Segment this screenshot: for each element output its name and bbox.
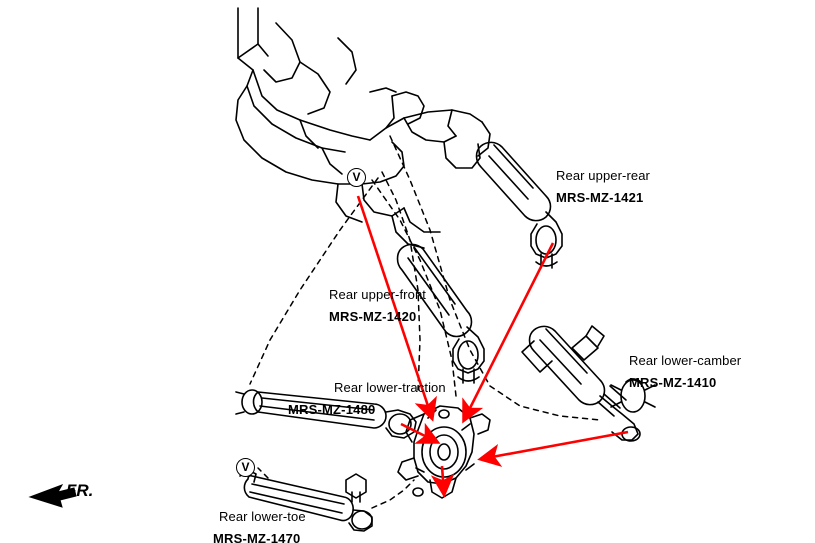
callout-rear-lower-traction (288, 381, 446, 418)
callout-title: Rear lower-camber (629, 353, 742, 368)
callout-title: Rear upper-front (329, 287, 426, 302)
view-mark-upper: V (347, 168, 366, 187)
callout-part-number: MRS-MZ-1480 (288, 401, 376, 417)
callout-title: Rear lower-traction (334, 380, 446, 395)
callout-title: Rear lower-toe (219, 509, 306, 524)
arrow-to-knuckle-upper-right (464, 243, 553, 420)
front-direction-label: FR. (66, 481, 94, 500)
red-indicator-arrows (358, 196, 628, 494)
arrow-to-knuckle-bottom (442, 466, 444, 494)
callout-rear-lower-toe (213, 510, 306, 543)
callout-title: Rear upper-rear (556, 168, 650, 183)
callout-rear-lower-camber (629, 354, 741, 391)
arrow-to-knuckle-right (481, 432, 628, 459)
lower-camber-link (522, 326, 640, 441)
callout-part-number: MRS-MZ-1420 (329, 308, 417, 324)
callout-part-number: MRS-MZ-1410 (629, 374, 717, 390)
callout-part-number: MRS-MZ-1470 (213, 530, 301, 543)
view-mark-lower: V (236, 458, 255, 477)
callout-rear-upper-front (329, 288, 426, 325)
callout-part-number: MRS-MZ-1421 (556, 189, 644, 205)
callout-rear-upper-rear (556, 169, 650, 206)
